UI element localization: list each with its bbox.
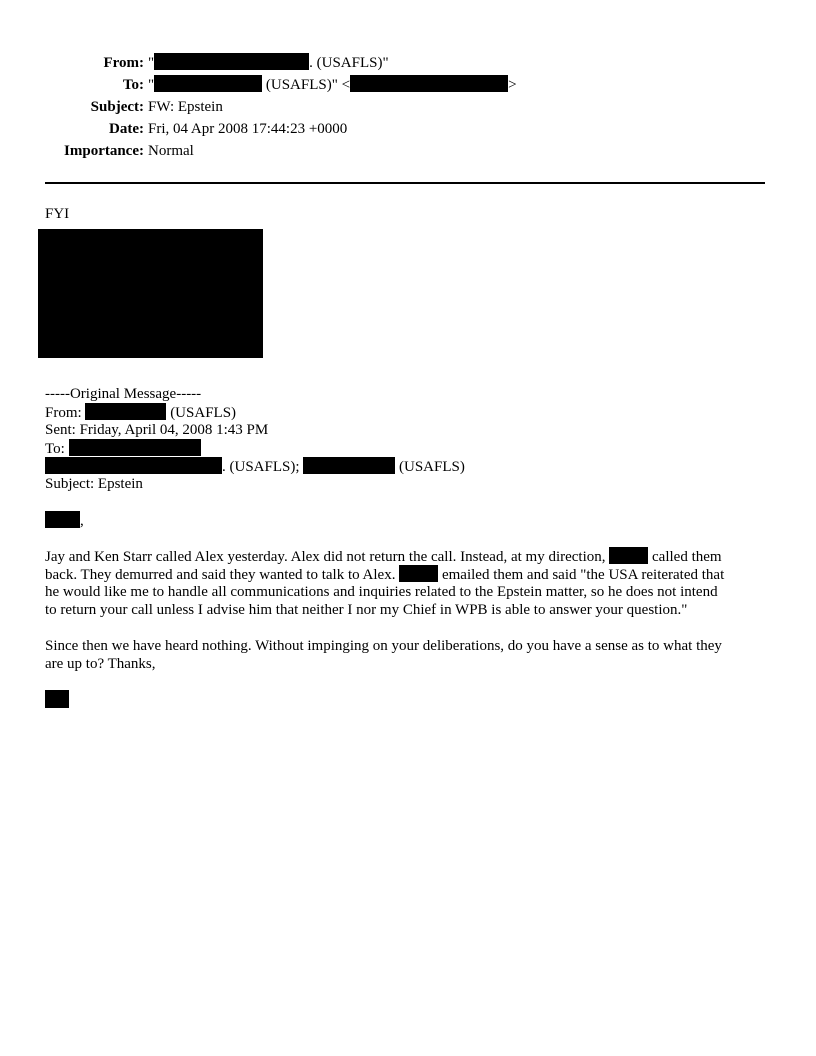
orig-sent-line: Sent: Friday, April 04, 2008 1:43 PM [45,422,269,438]
orig-recipients-line [45,457,465,476]
from-org: . (USAFLS)" [309,55,389,71]
orig-subject-line: Subject: Epstein [45,476,143,492]
subject-value: FW: Epstein [148,99,223,115]
redaction-recipient-1 [45,457,222,474]
paragraph-1-line-2 [45,565,769,584]
paragraph-2-line-2: are up to? Thanks, [45,656,156,672]
paragraph-2-line-1: Since then we have heard nothing. Without impinging on your deliberations, do you have a sense as to what they [45,638,722,654]
original-message-marker: -----Original Message----- [45,386,202,402]
date-value: Fri, 04 Apr 2008 17:44:23 +0000 [148,121,348,137]
greeting-comma: , [80,513,84,529]
to-close: > [508,77,517,93]
to-value [148,75,517,95]
header-subject-row [0,97,223,117]
header-from-row [0,53,389,73]
p1-l1-text: Jay and Ken Starr called Alex yesterday. Alex did not return the call. Instead, at my direction, [45,549,610,565]
importance-label: Importance: [64,143,144,159]
header-importance-row [0,141,194,161]
orig-to-label: To: [45,441,69,457]
redaction-p1-name-1 [609,547,648,564]
orig-from-org: (USAFLS) [166,405,237,421]
date-label: Date: [109,121,144,137]
p1-l1-text-end: called them [648,549,722,565]
p1-l2-text: back. They demurred and said they wanted to talk to Alex. [45,567,400,583]
header-divider [45,182,765,184]
redaction-recipient-2 [303,457,395,474]
p1-l2-text-end: emailed them and said "the USA reiterated that [438,567,725,583]
header-to-row [0,75,517,95]
redaction-greeting-name [45,511,80,528]
from-value [148,53,389,73]
paragraph-1-line-4: to return your call unless I advise him that neither I nor my Chief in WPB is able to answer your question." [45,602,688,618]
subject-label: Subject: [90,99,144,115]
to-org: (USAFLS)" < [262,77,351,93]
from-label: From: [103,55,144,71]
redaction-from-name [154,53,309,70]
from-quote: " [148,55,155,71]
redaction-orig-from [85,403,166,420]
redaction-to-email [350,75,508,92]
fyi-text: FYI [45,206,70,222]
recipient-1-org: . (USAFLS); [222,459,304,475]
paragraph-1-line-1 [45,547,769,566]
paragraph-1-line-3: he would like me to handle all communications and inquiries related to the Epstein matter, so he does not intend [45,584,718,600]
redaction-sign-off [45,690,69,708]
to-quote: " [148,77,155,93]
greeting-line [45,511,84,530]
orig-from-label: From: [45,405,86,421]
redaction-signature-block [38,229,263,358]
recipient-2-org: (USAFLS) [395,459,465,475]
redaction-to-name [154,75,262,92]
redaction-p1-name-2 [399,565,438,582]
importance-value: Normal [148,143,194,159]
orig-to-line [45,439,201,458]
redaction-orig-to [69,439,201,456]
header-date-row [0,119,347,139]
to-label: To: [122,77,144,93]
orig-from-line [45,403,236,422]
